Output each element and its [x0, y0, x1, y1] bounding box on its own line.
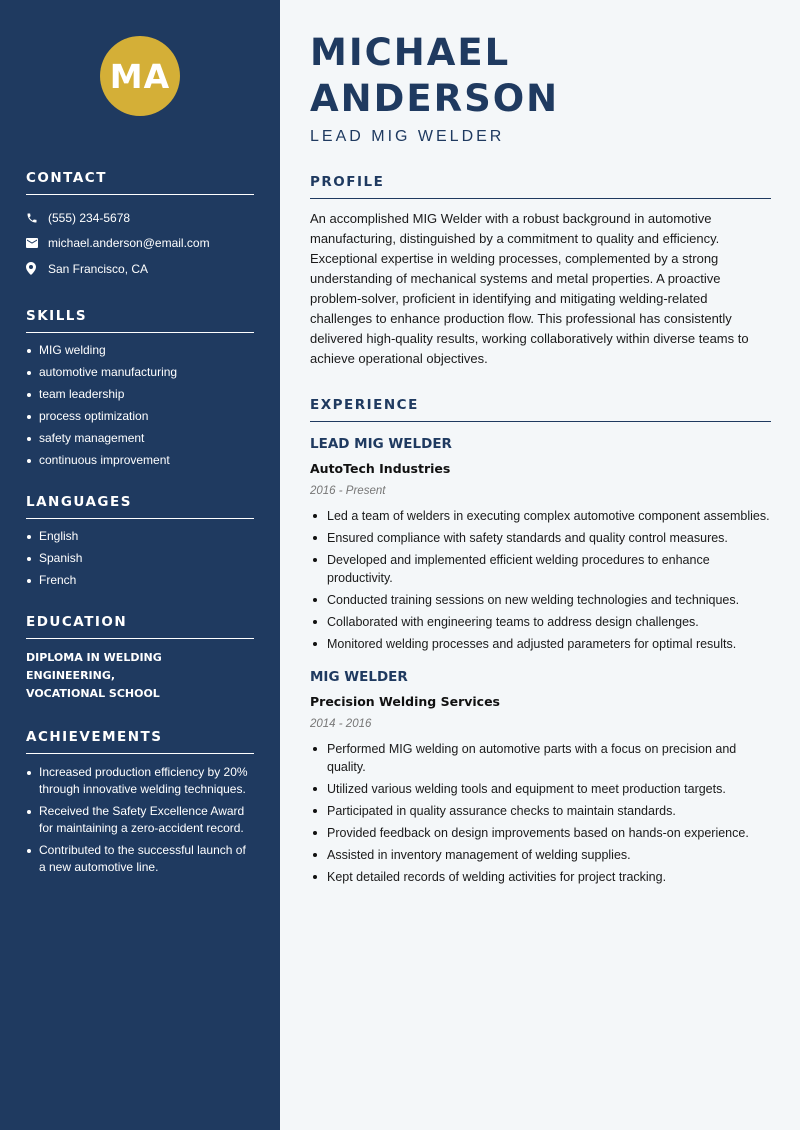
job-bullet: Developed and implemented efficient welding procedures to enhance productivity.: [310, 551, 771, 587]
contact-phone: [26, 205, 254, 231]
job-bullets: [310, 740, 771, 886]
contact-location: [26, 256, 254, 282]
contact-heading: CONTACT: [26, 170, 254, 195]
sidebar: [0, 0, 280, 1130]
candidate-name: MICHAEL ANDERSON: [310, 31, 560, 120]
achievement-item: Increased production efficiency by 20% through innovative welding techniques.: [26, 764, 254, 798]
avatar-initials: MA: [100, 36, 180, 116]
job-bullet: Provided feedback on design improvements based on hands-on experience.: [310, 824, 771, 842]
job-bullet: Participated in quality assurance checks to maintain standards.: [310, 802, 771, 820]
achievement-item: Contributed to the successful launch of a new automotive line.: [26, 842, 254, 876]
profile-heading: PROFILE: [310, 174, 771, 199]
job-company: AutoTech Industries: [310, 461, 451, 476]
achievements-list: [26, 764, 254, 876]
languages-section: [26, 494, 254, 588]
job-title: LEAD MIG WELDER: [310, 436, 452, 452]
skills-section: [26, 308, 254, 468]
job-company: Precision Welding Services: [310, 694, 501, 709]
location-pin-icon: [26, 262, 48, 275]
language-item: French: [26, 573, 254, 588]
education-school: VOCATIONAL SCHOOL: [26, 686, 160, 700]
achievement-item: Received the Safety Excellence Award for maintaining a zero-accident record.: [26, 803, 254, 837]
education-heading: EDUCATION: [26, 614, 254, 639]
job-bullet: Ensured compliance with safety standards and quality control measures.: [310, 529, 771, 547]
job-entry: [310, 669, 771, 886]
contact-section: [26, 170, 254, 282]
languages-list: [26, 529, 254, 588]
email-text: michael.anderson@email.com: [48, 236, 210, 251]
job-dates: 2016 - Present: [310, 485, 386, 497]
job-bullet: Conducted training sessions on new welding technologies and techniques.: [310, 591, 771, 609]
experience-heading: EXPERIENCE: [310, 397, 771, 422]
job-bullet: Performed MIG welding on automotive parts with a focus on precision and quality.: [310, 740, 771, 776]
skill-item: team leadership: [26, 387, 254, 402]
skills-heading: SKILLS: [26, 308, 254, 333]
job-title: MIG WELDER: [310, 669, 408, 685]
skill-item: automotive manufacturing: [26, 365, 254, 380]
language-item: English: [26, 529, 254, 544]
skill-item: process optimization: [26, 409, 254, 424]
job-bullet: Monitored welding processes and adjusted parameters for optimal results.: [310, 635, 771, 653]
language-item: Spanish: [26, 551, 254, 566]
contact-email: [26, 231, 254, 257]
job-entry: [310, 436, 771, 653]
skill-item: safety management: [26, 431, 254, 446]
skills-list: [26, 343, 254, 468]
education-degree: DIPLOMA IN WELDING ENGINEERING,: [26, 650, 162, 682]
job-bullet: Collaborated with engineering teams to address design challenges.: [310, 613, 771, 631]
skill-item: continuous improvement: [26, 453, 254, 468]
phone-text: (555) 234-5678: [48, 210, 131, 225]
job-bullet: Kept detailed records of welding activities for project tracking.: [310, 868, 771, 886]
achievements-section: [26, 729, 254, 876]
location-text: San Francisco, CA: [48, 261, 149, 276]
job-bullet: Led a team of welders in executing complex automotive component assemblies.: [310, 507, 771, 525]
job-bullet: Utilized various welding tools and equipment to meet production targets.: [310, 780, 771, 798]
job-dates: 2014 - 2016: [310, 718, 372, 730]
profile-text: An accomplished MIG Welder with a robust background in automotive manufacturing, distinguished by a commitment to quality and efficiency. Exceptional expertise in welding processes, complemented by a strong understanding of mechanical systems and metal properties. A proactive problem-solver, proficient in identifying and mitigating welding-related challenges to enhance production flow. This professional has consistently delivered high-quality results, working collaboratively within diverse teams to achieve operational objectives.: [310, 211, 749, 366]
mail-icon: [26, 238, 48, 248]
job-bullets: [310, 507, 771, 653]
education-section: [26, 614, 254, 703]
main-content: [280, 0, 800, 1130]
candidate-role: LEAD MIG WELDER: [310, 128, 505, 145]
job-bullet: Assisted in inventory management of welding supplies.: [310, 846, 771, 864]
achievements-heading: ACHIEVEMENTS: [26, 729, 254, 754]
skill-item: MIG welding: [26, 343, 254, 358]
phone-icon: [26, 212, 48, 224]
languages-heading: LANGUAGES: [26, 494, 254, 519]
